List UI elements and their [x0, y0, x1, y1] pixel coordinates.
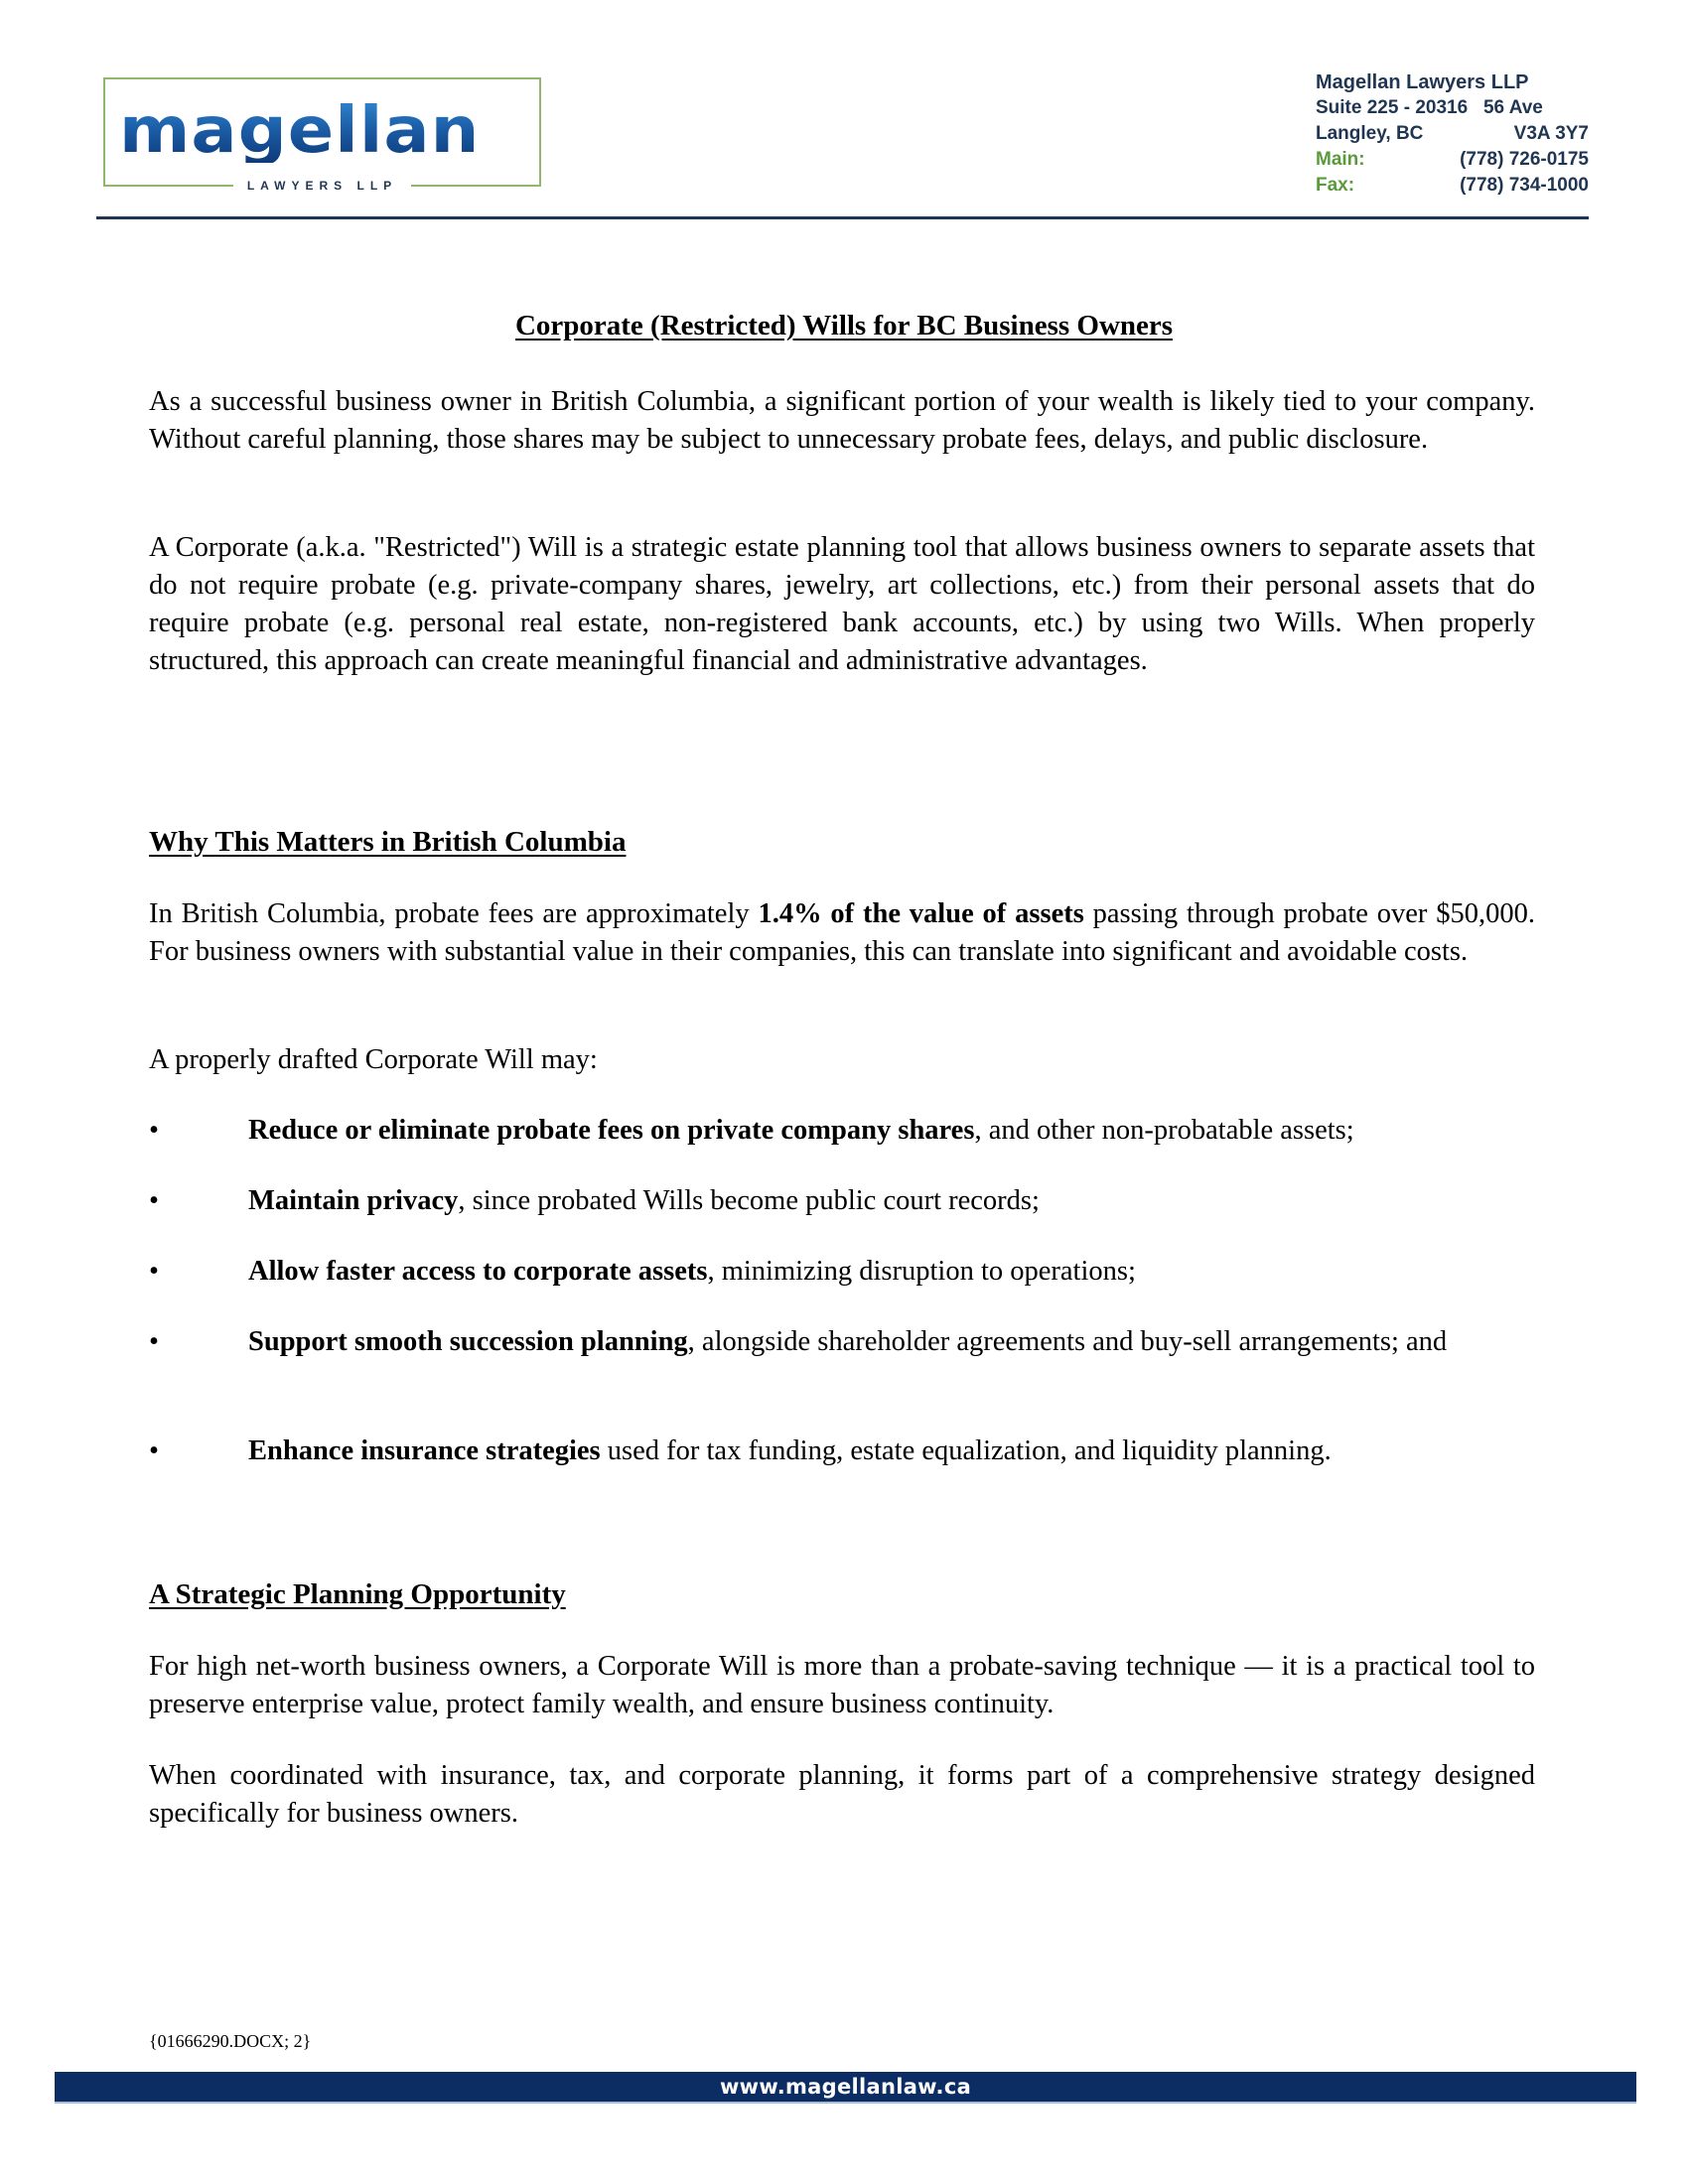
city: Langley, BC — [1316, 123, 1424, 144]
intro-paragraph-2: A Corporate (a.k.a. "Restricted") Will is a strategic estate planning tool that allows business owners to separate assets that do not require probate (e.g. private-company shares, jewelry, art collections, etc.) from their personal assets that do require probate (e.g. personal real estate, non-registered bank accounts, etc.) by using two Wills. When properly structured, this approach can create meaningful financial and administrative advantages. — [149, 532, 1535, 676]
list-item: • Reduce or eliminate probate fees on private company shares, and other non-probatable assets; — [149, 1112, 1535, 1150]
probate-rate-highlight: 1.4% of the value of assets — [758, 898, 1084, 929]
strategic-paragraph-2: When coordinated with insurance, tax, and corporate planning, it forms part of a comprehensive strategy designed specifically for business owners. — [149, 1760, 1535, 1829]
document-title: Corporate (Restricted) Wills for BC Business Owners — [514, 310, 1174, 341]
strategic-paragraph-1: For high net-worth business owners, a Corporate Will is more than a probate-saving technique — it is a practical tool to preserve enterprise value, protect family wealth, and ensure business continuity. — [149, 1651, 1535, 1719]
firm-address-block — [1316, 69, 1589, 199]
list-item: • Maintain privacy, since probated Wills become public court records; — [149, 1182, 1535, 1220]
section-heading-strategic-planning: A Strategic Planning Opportunity — [149, 1578, 566, 1610]
bullet-icon: • — [149, 1115, 159, 1146]
bullet-icon: • — [149, 1326, 159, 1357]
street-address: Suite 225 - 20316 56 Ave — [1316, 97, 1543, 118]
website-link[interactable]: www.magellanlaw.ca — [719, 2075, 972, 2099]
list-item: • Enhance insurance strategies used for tax funding, estate equalization, and liquidity planning. — [149, 1433, 1535, 1470]
fax-number: (778) 734-1000 — [1460, 175, 1589, 196]
document-id: {01666290.DOCX; 2} — [149, 2031, 312, 2051]
bullet-icon: • — [149, 1435, 159, 1466]
logo-wordmark: magellan — [119, 99, 555, 163]
logo-tagline: LAWYERS LLP — [233, 179, 411, 193]
fax-label: Fax: — [1316, 175, 1355, 196]
section-heading-why-this-matters: Why This Matters in British Columbia — [149, 826, 627, 858]
firm-name: Magellan Lawyers LLP — [1316, 71, 1529, 93]
bullet-icon: • — [149, 1185, 159, 1216]
probate-fees-paragraph: In British Columbia, probate fees are approximately 1.4% of the value of assets passing through probate over $50,000. For business owners with substantial value in their companies, this can translate into significant and avoidable costs. — [149, 898, 1535, 967]
list-item: • Allow faster access to corporate assets, minimizing disruption to operations; — [149, 1253, 1535, 1291]
list-item: • Support smooth succession planning, alongside shareholder agreements and buy-sell arrangements; and — [149, 1323, 1535, 1361]
postal-code: V3A 3Y7 — [1513, 123, 1589, 144]
list-intro: A properly drafted Corporate Will may: — [149, 1044, 598, 1075]
footer-bar — [55, 2072, 1636, 2104]
header-divider — [96, 216, 1589, 219]
firm-logo — [103, 77, 541, 193]
intro-paragraph-1: As a successful business owner in British Columbia, a significant portion of your wealth is likely tied to your company. Without careful planning, those shares may be subject to unnecessary probate fees, delays, and public disclosure. — [149, 386, 1535, 455]
main-phone-label: Main: — [1316, 149, 1365, 170]
main-phone: (778) 726-0175 — [1460, 149, 1589, 170]
bullet-icon: • — [149, 1256, 159, 1287]
